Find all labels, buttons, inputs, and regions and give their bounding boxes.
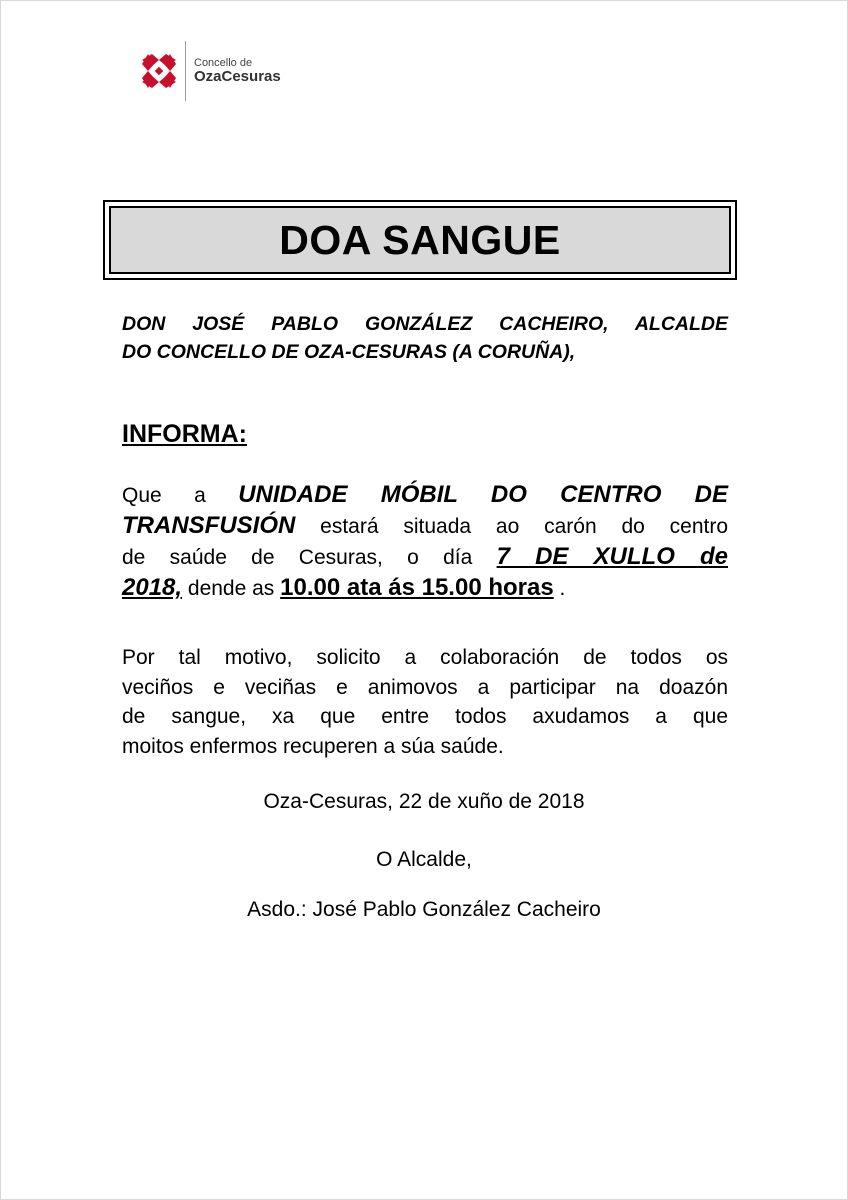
event-hours: 10.00 ata ás 15.00 horas xyxy=(280,574,554,601)
text-period: . xyxy=(553,577,566,600)
knot-emblem-icon xyxy=(138,50,180,92)
place-date: Oza-Cesuras, 22 de xuño de 2018 xyxy=(263,790,585,813)
para2-line-4: moitos enfermos recuperen a súa saúde. xyxy=(122,734,504,758)
logo-line1: Concello de xyxy=(194,56,253,69)
para1-line-1 xyxy=(122,480,728,511)
announcement-paragraph xyxy=(122,480,728,604)
title-inner xyxy=(109,206,731,274)
text-health-center: de saúde de Cesuras, o día xyxy=(122,546,497,569)
informa-heading: INFORMA: xyxy=(122,420,247,448)
title-box xyxy=(103,200,737,280)
event-date-2: 2018, xyxy=(122,574,183,601)
logo-line2: OzaCesuras xyxy=(194,67,281,85)
logo-text xyxy=(194,57,281,86)
intro-block xyxy=(122,310,728,366)
text-location: estará situada ao carón do centro xyxy=(295,515,728,538)
para1-line-2 xyxy=(122,511,728,542)
intro-line-1: DON JOSÉ PABLO GONZÁLEZ CACHEIRO, ALCALDE xyxy=(122,313,728,335)
request-paragraph xyxy=(122,643,728,761)
para2-line-2: veciños e veciñas e animovos a participar na doazón xyxy=(122,675,728,699)
para1-line-3 xyxy=(122,542,728,573)
mayor-title: O Alcalde, xyxy=(376,848,472,871)
text-dende-as: dende as xyxy=(182,577,281,600)
intro-line-2: DO CONCELLO DE OZA-CESURAS (A CORUÑA), xyxy=(122,341,576,363)
signature-line: Asdo.: José Pablo González Cacheiro xyxy=(247,898,601,921)
page-title: DOA SANGUE xyxy=(279,216,561,263)
para2-line-3: de sangue, xa que entre todos axudamos a que xyxy=(122,705,728,728)
event-date-1: 7 DE XULLO de xyxy=(496,543,728,570)
mobile-unit-name: UNIDADE MÓBIL DO CENTRO DE xyxy=(238,481,728,508)
text-que-a: Que a xyxy=(122,484,206,507)
logo-divider xyxy=(185,41,186,101)
mobile-unit-name-2: TRANSFUSIÓN xyxy=(122,512,296,539)
para2-line-1: Por tal motivo, solicito a colaboración de todos os xyxy=(122,646,728,669)
para1-line-4 xyxy=(122,573,728,604)
council-logo xyxy=(138,40,281,102)
